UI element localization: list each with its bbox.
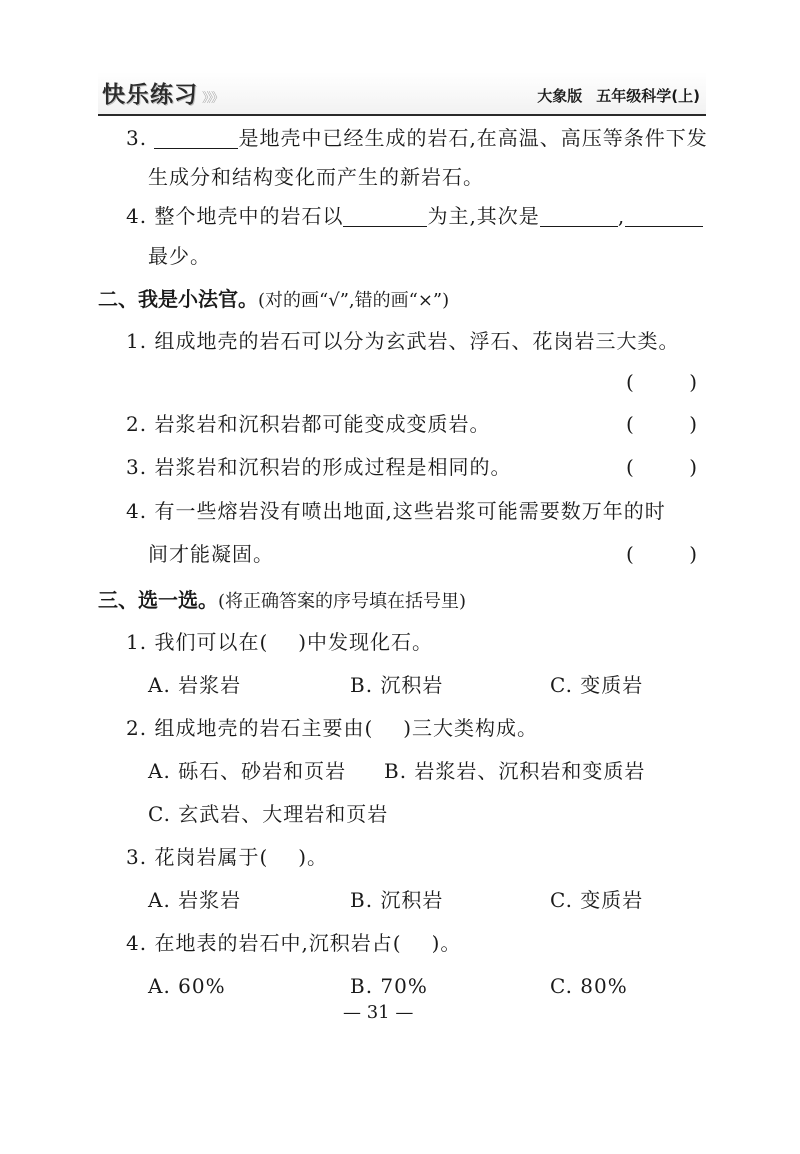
section-heading-choice <box>98 584 466 613</box>
question-text: 为主,其次是 <box>427 204 540 228</box>
section-heading-judge <box>98 283 449 312</box>
option-b[interactable]: B. 70% <box>350 974 428 998</box>
header-edition: 大象版 <box>537 87 583 105</box>
header-book-info <box>537 85 700 106</box>
answer-paren[interactable] <box>626 453 698 481</box>
answer-blank[interactable] <box>625 204 703 227</box>
choice-question-4 <box>126 929 461 957</box>
question-number: 3. <box>126 126 148 150</box>
header-chevrons: 》》》 <box>202 91 223 106</box>
answer-paren[interactable] <box>626 368 698 396</box>
question-number: 4. <box>126 204 148 228</box>
question-text: 2. 组成地壳的岩石主要由( <box>126 716 374 740</box>
choice-question-1 <box>126 628 433 656</box>
question-text: 整个地壳中的岩石以 <box>154 204 344 228</box>
paren-open: ( <box>626 412 635 436</box>
question-number: 3. <box>126 455 148 479</box>
question-text: 是地壳中已经生成的岩石,在高温、高压等条件下发 <box>238 126 708 150</box>
question-text: )三大类构成。 <box>403 716 539 740</box>
question-text: )中发现化石。 <box>298 630 434 654</box>
judge-item-2 <box>126 410 490 438</box>
question-number: 1. <box>126 329 148 353</box>
question-text: 岩浆岩和沉积岩的形成过程是相同的。 <box>154 455 512 479</box>
question-text: )。 <box>431 931 462 955</box>
answer-blank[interactable] <box>343 204 427 227</box>
fill-question-4-line2: 最少。 <box>148 244 211 268</box>
question-text: 3. 花岗岩属于( <box>126 845 269 869</box>
judge-item-4-line2: 间才能凝固。 <box>148 542 274 566</box>
section-title: 二、我是小法官。 <box>98 287 258 311</box>
fill-question-4 <box>126 202 703 230</box>
paren-open: ( <box>626 370 635 394</box>
option-b[interactable]: B. 岩浆岩、沉积岩和变质岩 <box>384 759 646 783</box>
fill-question-3-line2: 生成分和结构变化而产生的新岩石。 <box>148 165 484 189</box>
answer-paren[interactable] <box>626 410 698 438</box>
question-text: 岩浆岩和沉积岩都可能变成变质岩。 <box>154 412 491 436</box>
paren-open: ( <box>626 455 635 479</box>
header-title: 快乐练习 <box>102 82 198 108</box>
paren-close: ) <box>689 455 698 479</box>
option-a[interactable]: A. 岩浆岩 <box>148 673 242 697</box>
option-c[interactable]: C. 变质岩 <box>550 673 644 697</box>
question-number: 2. <box>126 412 148 436</box>
option-a[interactable]: A. 砾石、砂岩和页岩 <box>148 759 347 783</box>
judge-item-1 <box>126 327 679 355</box>
option-c[interactable]: C. 变质岩 <box>550 888 644 912</box>
question-text: 组成地壳的岩石可以分为玄武岩、浮石、花岗岩三大类。 <box>154 329 680 353</box>
option-c[interactable]: C. 玄武岩、大理岩和页岩 <box>148 802 389 826</box>
paren-open: ( <box>626 542 635 566</box>
judge-item-3 <box>126 453 511 481</box>
question-text: )。 <box>298 845 329 869</box>
section-title: 三、选一选。 <box>98 588 218 612</box>
page-header <box>98 72 706 116</box>
question-text: , <box>617 204 626 228</box>
answer-blank[interactable] <box>154 126 238 149</box>
section-instruction: (对的画“√”,错的画“×”) <box>258 290 450 311</box>
paren-close: ) <box>689 412 698 436</box>
question-text: 有一些熔岩没有喷出地面,这些岩浆可能需要数万年的时 <box>154 499 666 523</box>
question-number: 4. <box>126 499 148 523</box>
option-b[interactable]: B. 沉积岩 <box>350 673 444 697</box>
answer-blank[interactable] <box>540 204 618 227</box>
choice-question-3 <box>126 843 328 871</box>
choice-question-2 <box>126 714 538 742</box>
section-instruction: (将正确答案的序号填在括号里) <box>218 591 467 612</box>
page-number: — 31 — <box>343 1002 414 1023</box>
paren-close: ) <box>689 370 698 394</box>
answer-paren[interactable] <box>626 540 698 568</box>
option-a[interactable]: A. 60% <box>148 974 226 998</box>
judge-item-4 <box>126 497 666 525</box>
paren-close: ) <box>689 542 698 566</box>
header-subject: 五年级科学(上) <box>596 87 700 105</box>
question-text: 1. 我们可以在( <box>126 630 269 654</box>
option-c[interactable]: C. 80% <box>550 974 628 998</box>
fill-question-3 <box>126 124 708 152</box>
option-a[interactable]: A. 岩浆岩 <box>148 888 242 912</box>
question-text: 4. 在地表的岩石中,沉积岩占( <box>126 931 402 955</box>
option-b[interactable]: B. 沉积岩 <box>350 888 444 912</box>
